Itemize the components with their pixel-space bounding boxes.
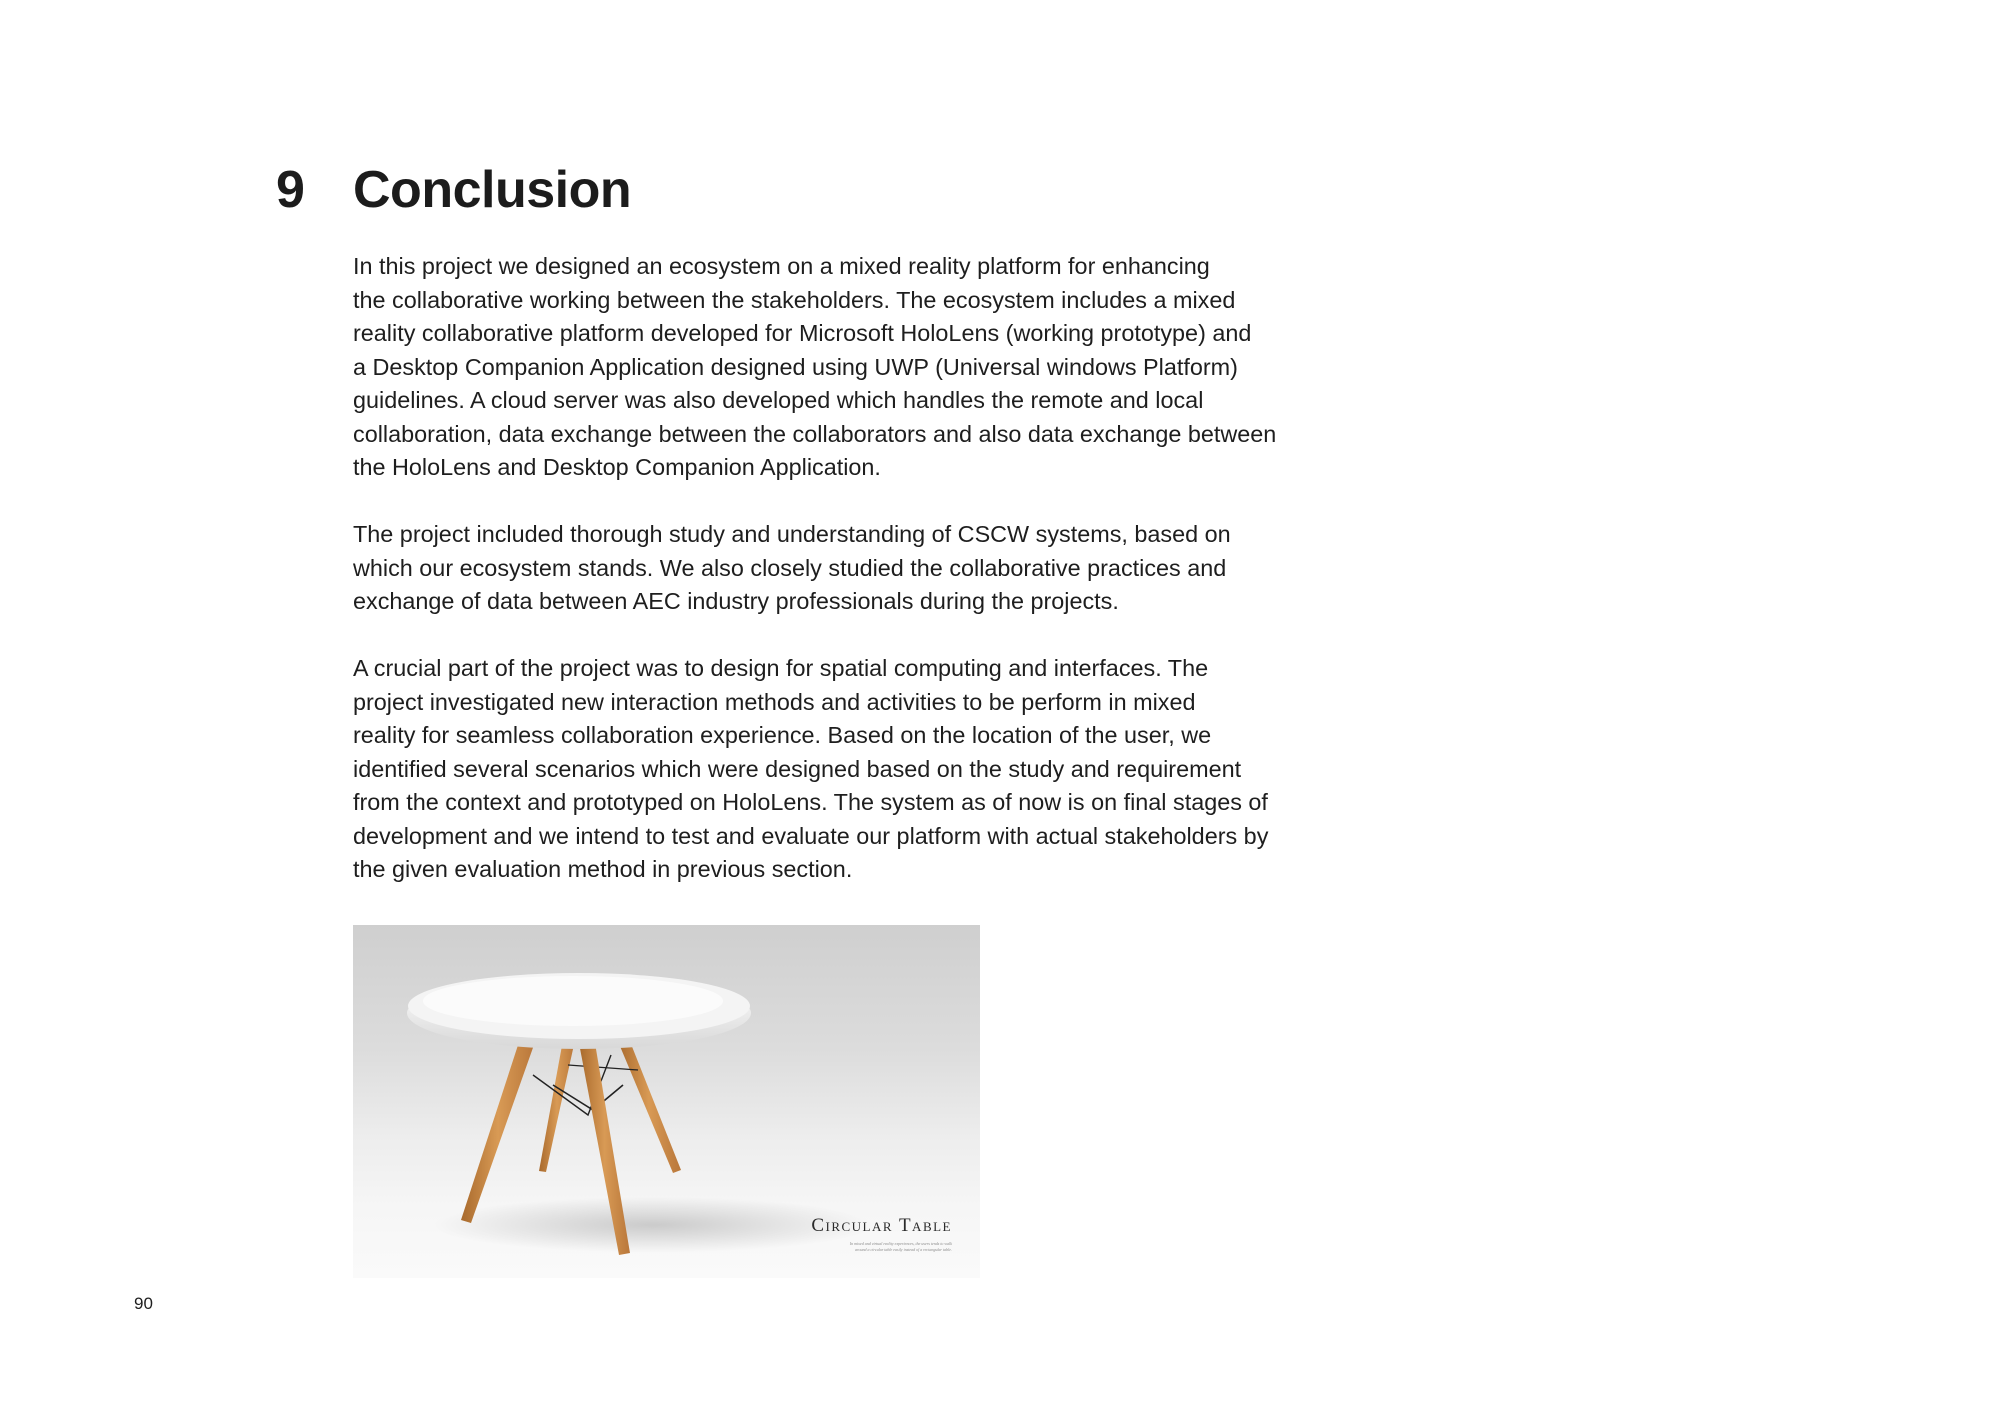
text-line: The project included thorough study and understanding of CSCW systems, based on <box>353 521 1231 547</box>
tabletop-highlight <box>423 976 723 1026</box>
text-line: identified several scenarios which were designed based on the study and requirement <box>353 755 1242 782</box>
text-line: from the context and prototyped on HoloLens. The system as of now is on final stages of <box>353 789 1268 815</box>
table-leg <box>461 1042 535 1223</box>
table-leg <box>539 1040 575 1172</box>
text-line: In this project we designed an ecosystem on a mixed reality platform for enhancing <box>353 253 1210 279</box>
text-line: the collaborative working between the stakeholders. The ecosystem includes a mixed <box>353 286 1236 313</box>
text-line: the HoloLens and Desktop Companion Application. <box>353 454 881 480</box>
text-line: guidelines. A cloud server was also developed which handles the remote and local <box>353 387 1204 413</box>
text-line: which our ecosystem stands. We also closely studied the collaborative practices and <box>353 554 1227 581</box>
body-text <box>353 250 1333 920</box>
text-line: project investigated new interaction methods and activities to be perform in mixed <box>353 688 1196 715</box>
text-line: A crucial part of the project was to design for spatial computing and interfaces. The <box>353 655 1209 681</box>
text-line: collaboration, data exchange between the collaborators and also data exchange between <box>353 420 1277 447</box>
text-line: a Desktop Companion Application designed using UWP (Universal windows Platform) <box>353 353 1238 380</box>
table-leg <box>617 1039 681 1173</box>
page-number: 90 <box>134 1294 153 1313</box>
figure-caption <box>802 1241 952 1253</box>
text-line: reality collaborative platform developed for Microsoft HoloLens (working prototype) and <box>353 320 1252 346</box>
wire-brace <box>568 1065 638 1070</box>
text-line: development and we intend to test and evaluate our platform with actual stakeholders by <box>353 822 1269 849</box>
text-line: reality for seamless collaboration experience. Based on the location of the user, we <box>353 722 1212 748</box>
figure-caption-line: In mixed and virtual reality experiences, the users tends to walk <box>849 1241 952 1246</box>
figure-circular-table <box>353 925 980 1278</box>
chapter-heading <box>276 158 631 222</box>
paragraph-3 <box>353 652 1333 887</box>
figure-caption-line: around a circular table easily instead of a rectangular table. <box>855 1247 952 1252</box>
paragraph-1 <box>353 250 1333 485</box>
paragraph-2 <box>353 518 1333 619</box>
figure-title: Circular Table <box>811 1215 952 1236</box>
chapter-title: Conclusion <box>353 161 632 219</box>
chapter-number: 9 <box>276 161 305 219</box>
text-line: the given evaluation method in previous section. <box>353 856 853 882</box>
text-line: exchange of data between AEC industry professionals during the projects. <box>353 588 1119 614</box>
